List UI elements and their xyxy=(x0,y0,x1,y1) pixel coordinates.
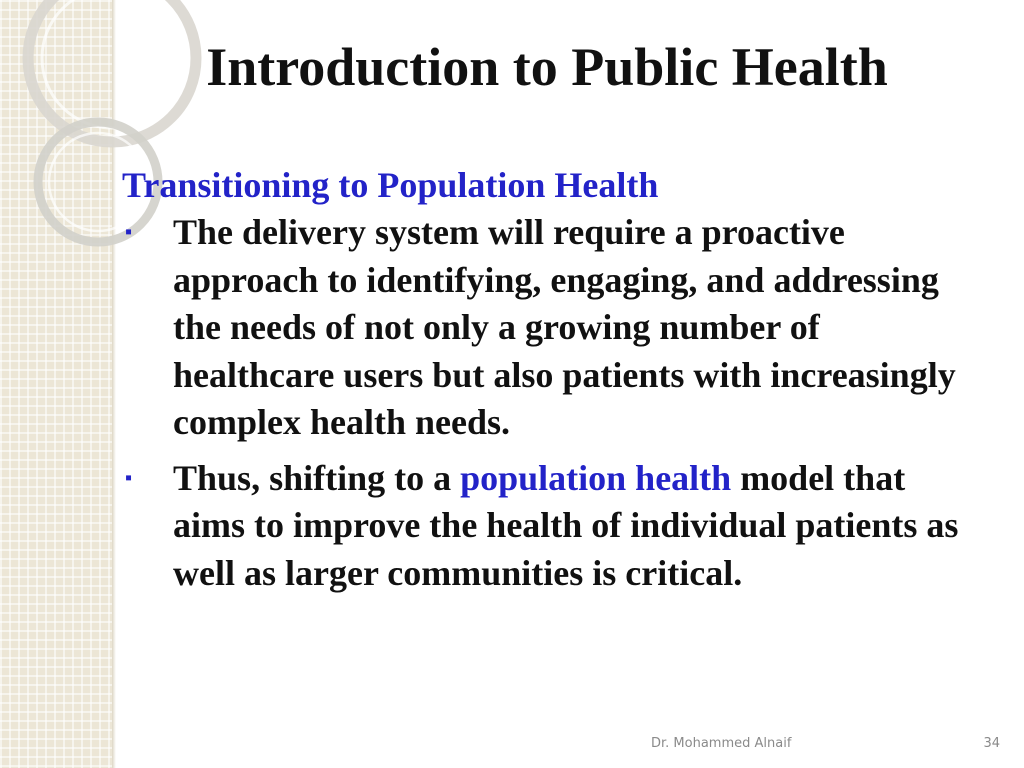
slide-title: Introduction to Public Health xyxy=(206,37,888,97)
bullet-list xyxy=(122,209,972,597)
page-number: 34 xyxy=(983,736,1000,751)
bullet-item xyxy=(122,209,972,447)
bullet-item xyxy=(122,455,972,598)
slide-content xyxy=(122,163,972,605)
section-heading: Transitioning to Population Health xyxy=(122,165,659,205)
bullet-text-end: model that aims to improve the health of individual patients as well as larger communities is critical. xyxy=(173,457,959,593)
bullet-text: The delivery system will require a proactive approach to identifying, engaging, and addressing the needs of not only a growing number of healthcare users but also patients with increasingly complex health needs. xyxy=(173,212,956,442)
bullet-text-start: Thus, shifting to a xyxy=(173,457,461,498)
square-bullet-icon: ▪ xyxy=(125,466,133,489)
footer-author: Dr. Mohammed Alnaif xyxy=(651,736,792,751)
square-bullet-icon: ▪ xyxy=(125,221,133,243)
highlighted-term: population health xyxy=(460,457,732,498)
